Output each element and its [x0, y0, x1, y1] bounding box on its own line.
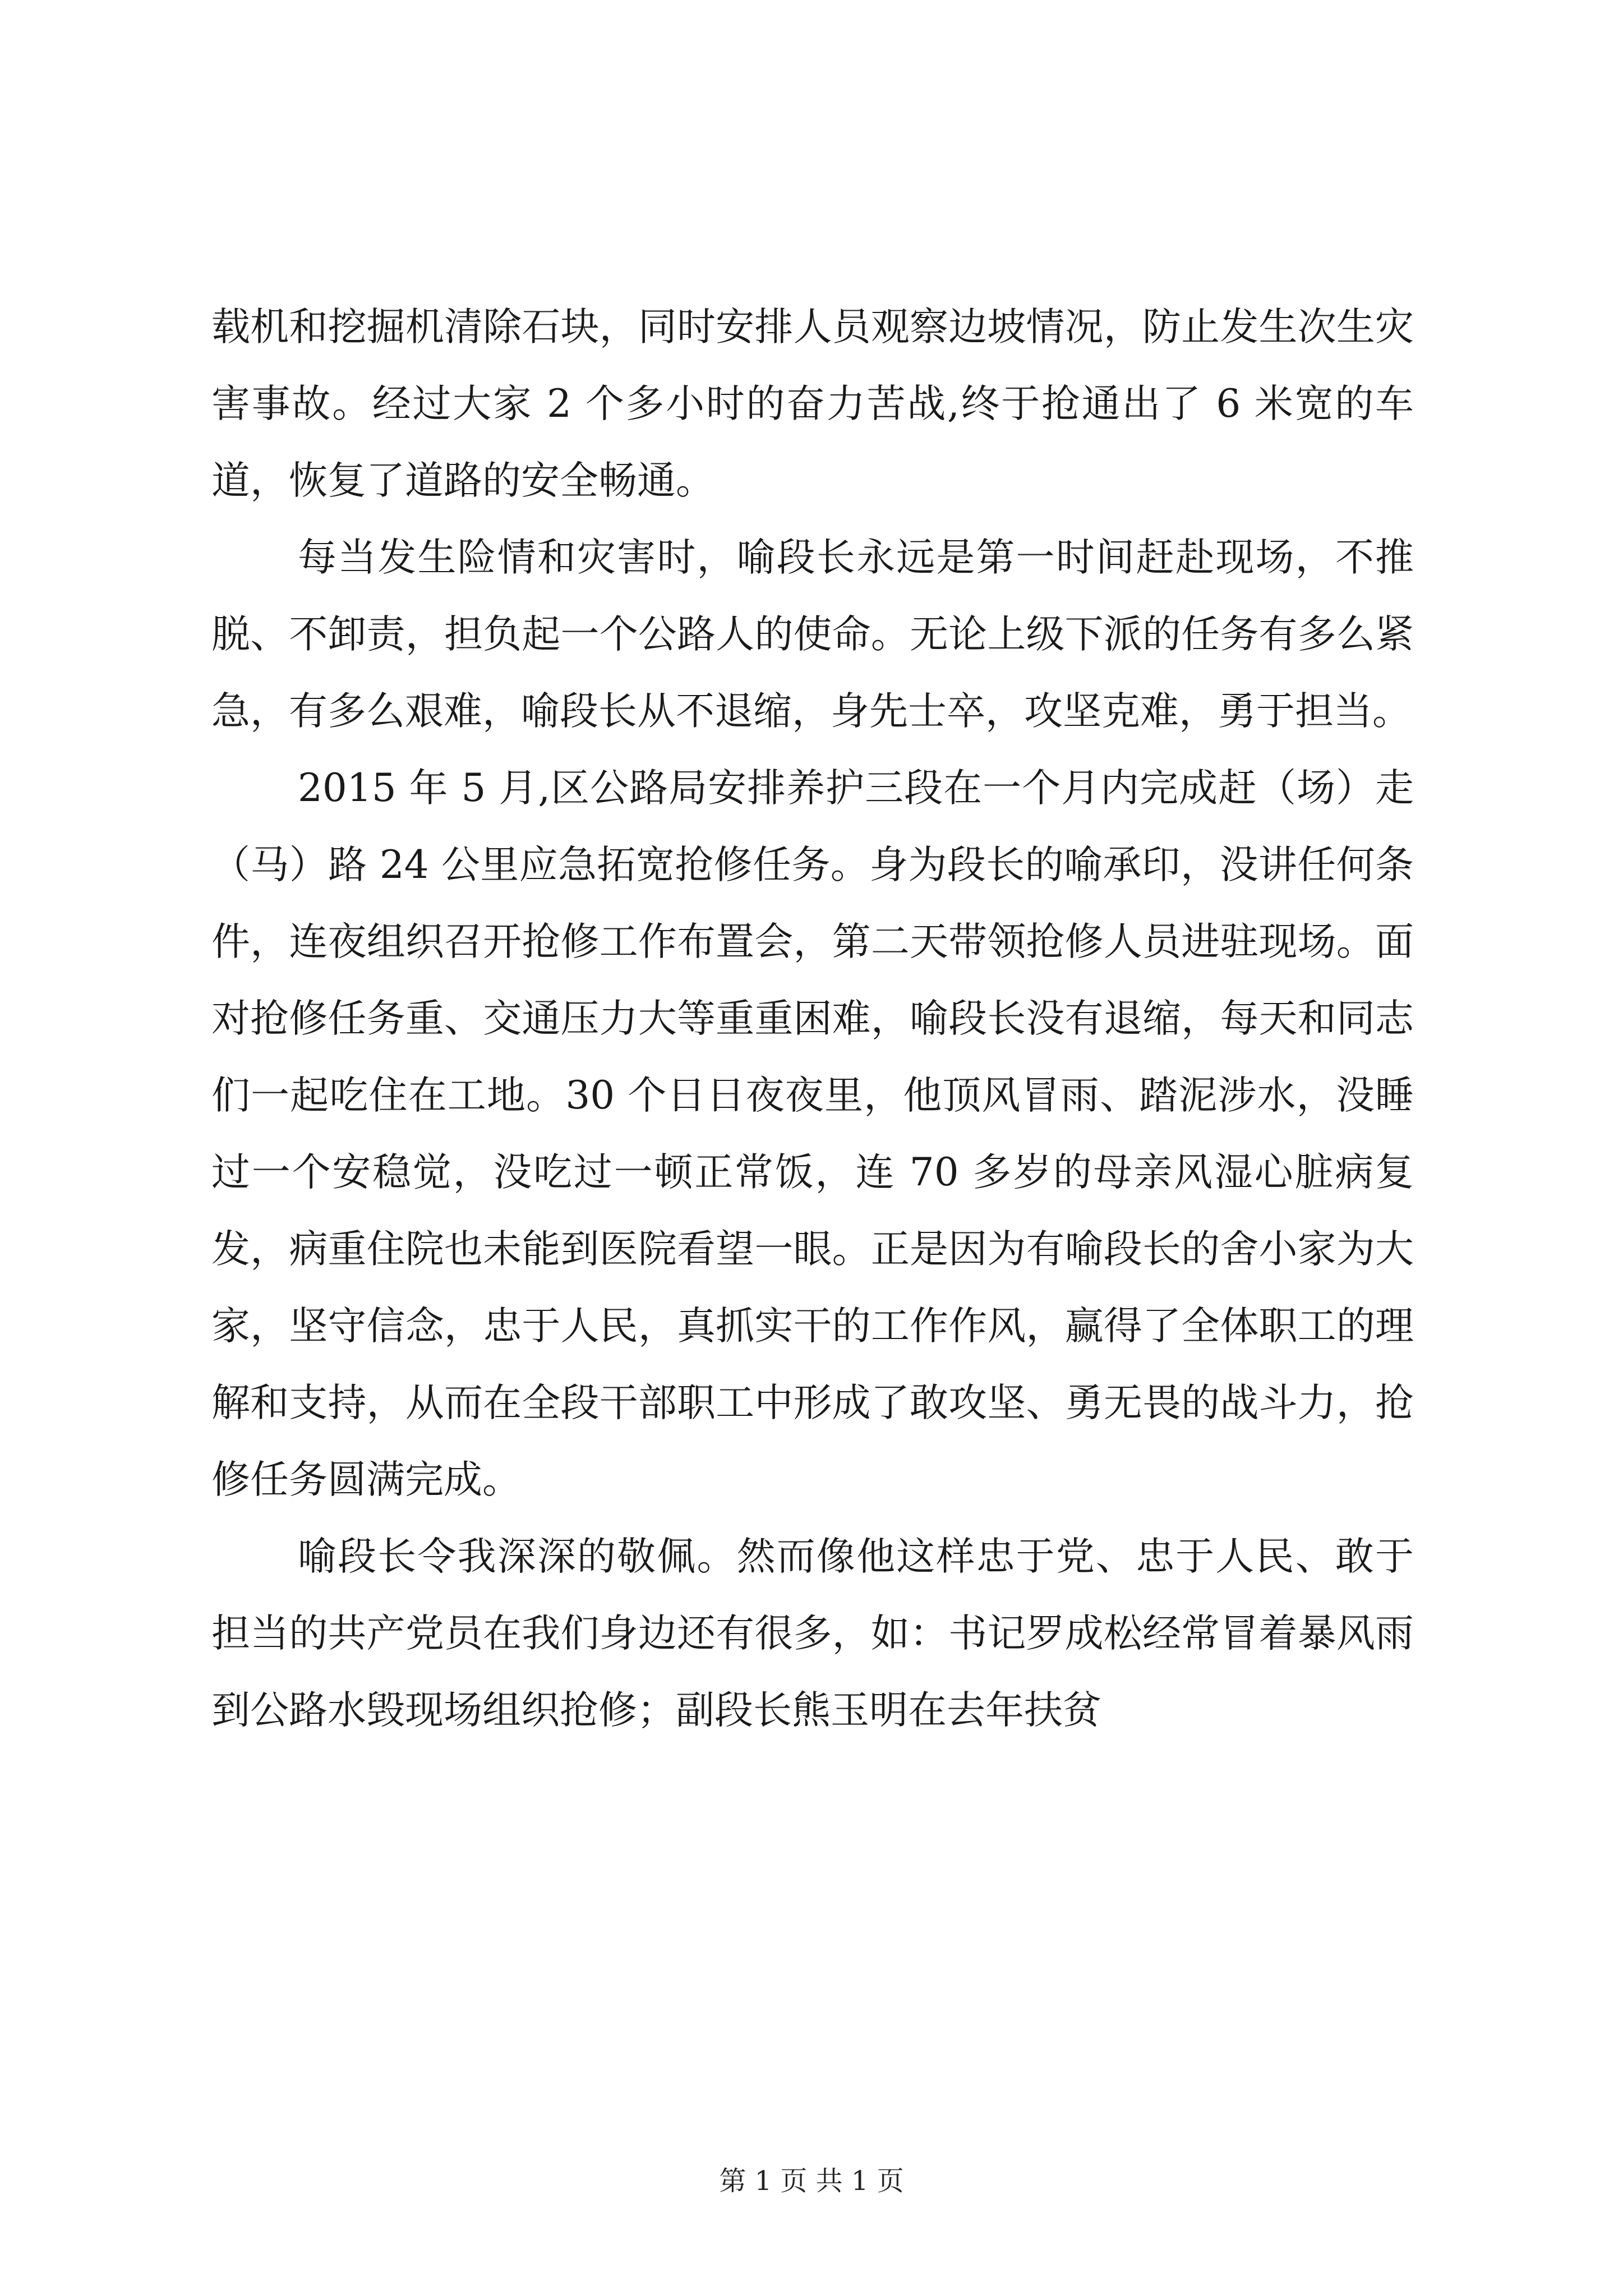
- document-body: [211, 289, 1414, 1749]
- page-footer: 第 1 页 共 1 页: [719, 2165, 904, 2197]
- paragraph-3: 2015 年 5 月,区公路局安排养护三段在一个月内完成赶（场）走（马）路 24 公里应急拓宽抢修任务。身为段长的喻承印，没讲任何条件，连夜组织召开抢修工作布置会，第二天带领抢修人员进驻现场。面对抢修任务重、交通压力大等重重困难，喻段长没有退缩，每天和同志们一起吃住在工地。30 个日日夜夜里，他顶风冒雨、踏泥涉水，没睡过一个安稳觉，没吃过一顿正常饭，连 70 多岁的母亲风湿心脏病复发，病重住院也未能到医院看望一眼。正是因为有喻段长的舍小家为大家，坚守信念，忠于人民，真抓实干的工作作风，赢得了全体职工的理解和支持，从而在全段干部职工中形成了敢攻坚、勇无畏的战斗力，抢修任务圆满完成。: [211, 766, 1414, 1502]
- paragraph-4: 喻段长令我深深的敬佩。然而像他这样忠于党、忠于人民、敢于担当的共产党员在我们身边还有很多，如：书记罗成松经常冒着暴风雨到公路水毁现场组织抢修；副段长熊玉明在去年扶贫: [211, 1534, 1414, 1733]
- paragraph-1: 载机和挖掘机清除石块，同时安排人员观察边坡情况，防止发生次生灾害事故。经过大家 2 个多小时的奋力苦战,终于抢通出了 6 米宽的车道，恢复了道路的安全畅通。: [211, 305, 1414, 503]
- paragraph-2: 每当发生险情和灾害时，喻段长永远是第一时间赶赴现场，不推脱、不卸责，担负起一个公路人的使命。无论上级下派的任务有多么紧急，有多么艰难，喻段长从不退缩，身先士卒，攻坚克难，勇于担当。: [211, 535, 1414, 734]
